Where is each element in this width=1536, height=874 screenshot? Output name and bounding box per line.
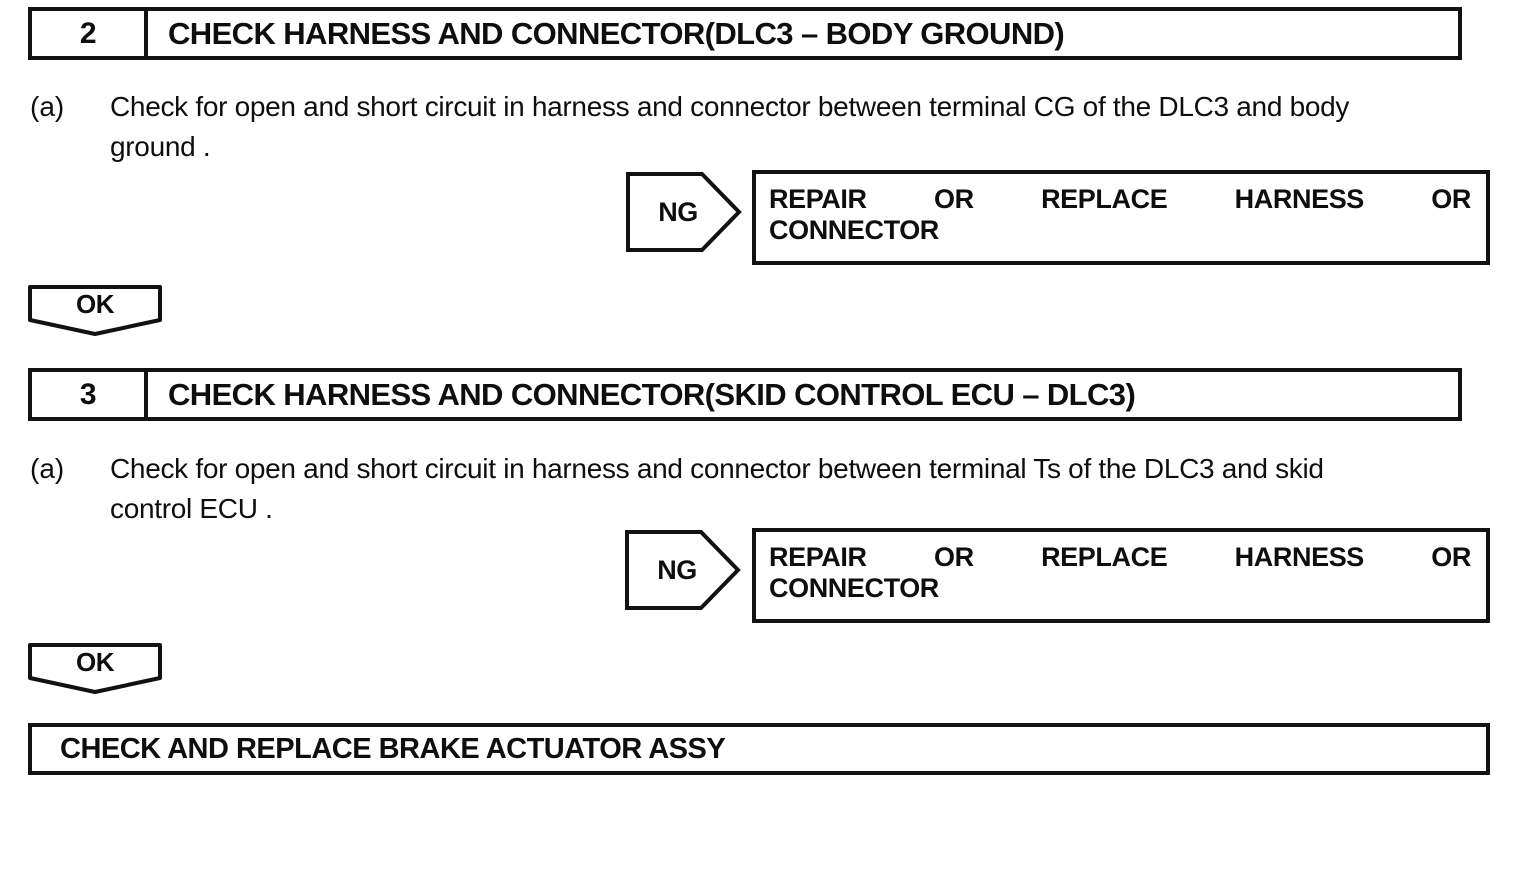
- step-2-header: [28, 7, 1462, 60]
- step-2-ok-connector: [27, 285, 163, 337]
- step-3-item-line-2: control ECU .: [110, 493, 273, 524]
- step-2-ng-label: NG: [658, 196, 698, 227]
- step-2-result-line-1: REPAIR OR REPLACE HARNESS OR: [769, 184, 1471, 214]
- step-3-ng-result-box: [752, 528, 1490, 623]
- step-3-ng-label: NG: [657, 554, 697, 585]
- step-3-ok-connector: [27, 643, 163, 695]
- step-2-ng-result-box: [752, 170, 1490, 265]
- step-2-ok-label: OK: [76, 288, 114, 319]
- final-action-label: CHECK AND REPLACE BRAKE ACTUATOR ASSY: [60, 732, 726, 765]
- final-action-box: [28, 723, 1490, 775]
- step-3-item-label: (a): [30, 453, 65, 484]
- step-2-item-line-1: Check for open and short circuit in harness and connector between terminal CG of the DLC3 and body: [110, 91, 1350, 122]
- step-2-result-line-2: CONNECTOR: [769, 215, 939, 245]
- step-3-header: [28, 368, 1462, 421]
- step-3-result-line-2: CONNECTOR: [769, 573, 939, 603]
- step-2-number: 2: [32, 11, 148, 56]
- step-3-ok-label: OK: [76, 646, 114, 677]
- step-3-title: CHECK HARNESS AND CONNECTOR(SKID CONTROL ECU – DLC3): [168, 376, 1136, 412]
- step-3-ng-connector: [625, 530, 741, 610]
- step-2-item-label: (a): [30, 91, 65, 122]
- step-3-item-line-1: Check for open and short circuit in harness and connector between terminal Ts of the DLC3 and skid: [110, 453, 1324, 484]
- step-2-item-line-2: ground .: [110, 131, 211, 162]
- step-3-item-text: [110, 449, 1490, 529]
- step-2-title: CHECK HARNESS AND CONNECTOR(DLC3 – BODY GROUND): [168, 15, 1065, 51]
- step-3-number: 3: [32, 372, 148, 417]
- step-3-result-line-1: REPAIR OR REPLACE HARNESS OR: [769, 542, 1471, 572]
- step-2-item-text: [110, 87, 1490, 167]
- step-2-ng-connector: [626, 172, 742, 252]
